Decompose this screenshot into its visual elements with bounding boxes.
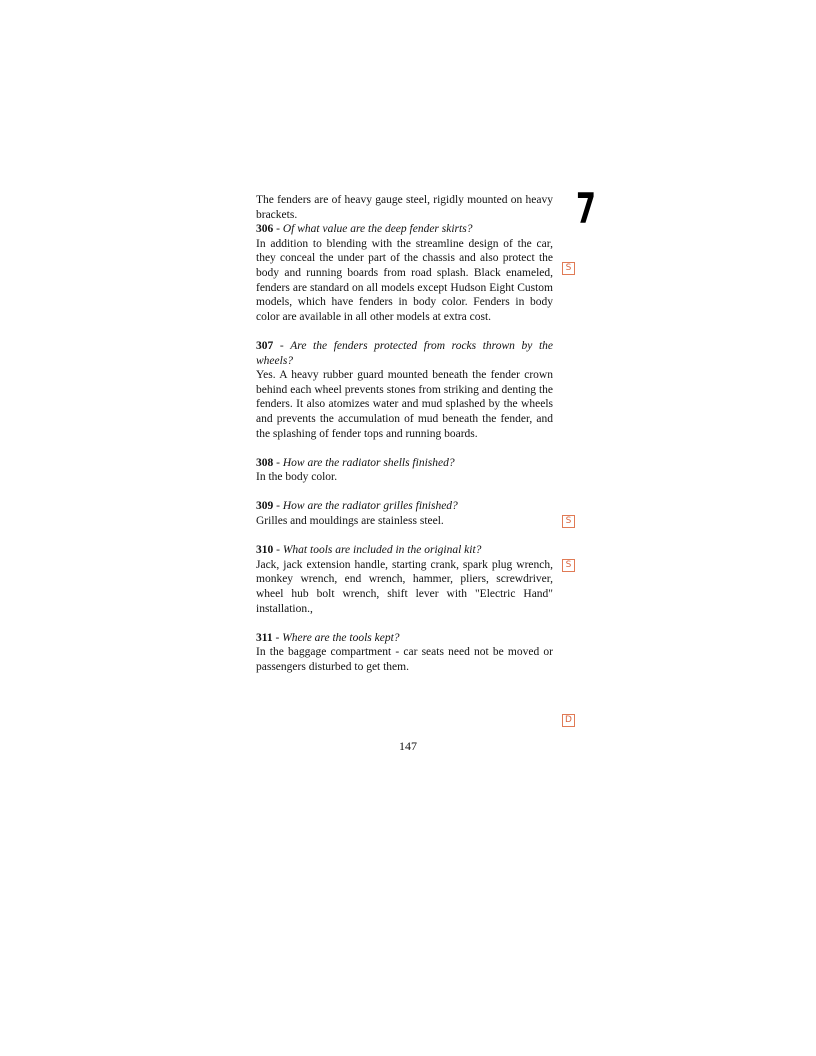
qa-item-310 [256,543,553,616]
qa-item-311 [256,631,553,675]
answer-text: Grilles and mouldings are stainless steel. [256,515,444,528]
question [256,631,553,646]
page-number: 147 [399,739,417,753]
question [256,456,553,471]
d-margin-icon: D [562,714,575,727]
separator: - [273,500,283,513]
qa-item-309 [256,499,553,528]
question [256,339,553,368]
question-text: Are the fenders protected from rocks thrown by the wheels? [256,339,553,367]
question-number: 310 [256,544,274,557]
answer-text: In addition to blending with the streamline design of the car, they conceal the under part of the chassis and also protect the body and running boards from road splash. Black enameled, fenders are standard on all models except Hudson Eight Custom models, which have fenders in body color. Fenders in body color are available in all other models at extra cost. [256,237,553,323]
question-text: Of what value are the deep fender skirts? [282,223,473,236]
separator: - [273,456,283,469]
qa-item-307 [256,339,553,441]
s-margin-icon: S [562,262,575,275]
question-text: How are the radiator shells finished? [282,456,455,469]
question-number: 308 [256,456,274,469]
question-number: 307 [256,339,274,352]
question-number: 311 [256,631,273,644]
qa-item-308 [256,456,553,485]
separator: - [273,223,283,236]
s-margin-icon: S [562,515,575,528]
answer-text: In the baggage compartment - car seats need not be moved or passengers disturbed to get them. [256,646,553,673]
separator: - [273,544,283,557]
question-number: 309 [256,500,274,513]
question-text: Where are the tools kept? [282,631,400,644]
answer-text: In the body color. [256,471,338,484]
separator: - [273,339,291,352]
qa-item-306 [256,222,553,324]
chapter-number: 7 [576,184,596,233]
main-column [256,193,553,689]
separator: - [272,631,283,644]
question-text: What tools are included in the original kit? [282,544,482,557]
question [256,499,553,514]
question-number: 306 [256,223,274,236]
answer-text: Yes. A heavy rubber guard mounted beneath the fender crown behind each wheel prevents stones from striking and denting the fenders. It also atomizes water and mud splashed by the wheels and prevents the accumulation of mud beneath the fender, and the splashing of fender tops and running boards. [256,369,553,440]
answer-text: Jack, jack extension handle, starting crank, spark plug wrench, monkey wrench, end wrench, hammer, pliers, screwdriver, wheel hub bolt wrench, shift lever with "Electric Hand" installation., [256,558,553,615]
question [256,543,553,558]
s-margin-icon: S [562,559,575,572]
question-text: How are the radiator grilles finished? [282,500,458,513]
question [256,222,553,237]
intro-paragraph: The fenders are of heavy gauge steel, rigidly mounted on heavy brackets. [256,194,553,221]
